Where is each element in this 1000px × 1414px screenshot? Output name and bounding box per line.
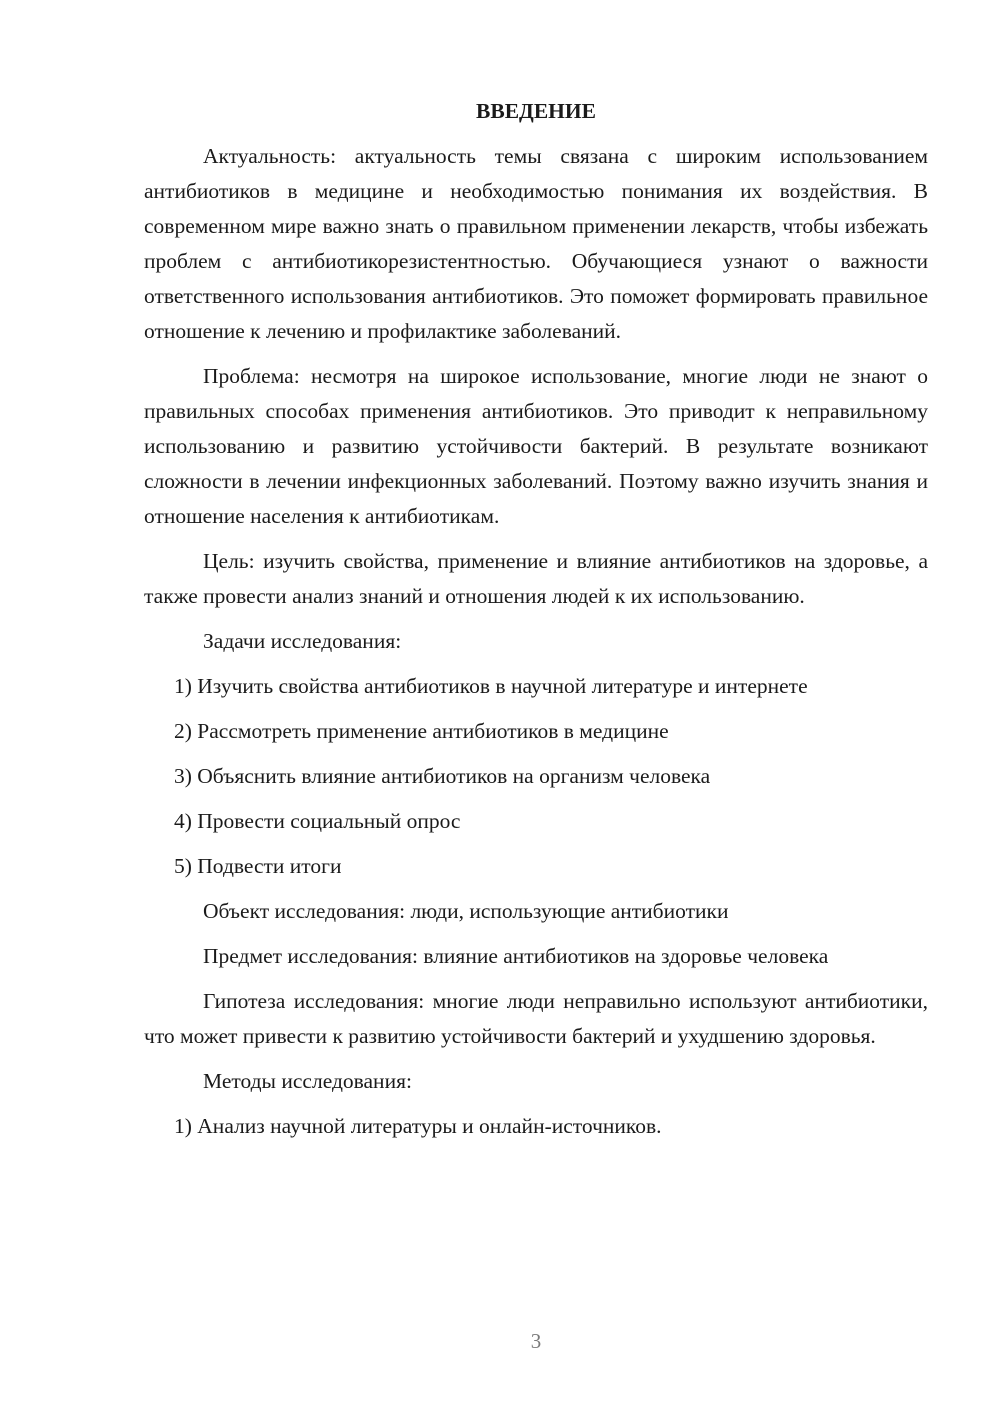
relevance-paragraph: Актуальность: актуальность темы связана с широким использованием антибиотиков в медицине и необходимостью понимания их воздействия. В современном мире важно знать о правильном применении лекарств, чтобы избежать проблем с антибиотикорезистентностью. Обучающиеся узнают о важности ответственного использования антибиотиков. Это поможет формировать правильное отношение к лечению и профилактике заболеваний. [144,144,928,343]
research-subject: Предмет исследования: влияние антибиотиков на здоровье человека [203,944,829,968]
task-item: 4) Провести социальный опрос [174,809,461,833]
goal-paragraph: Цель: изучить свойства, применение и влияние антибиотиков на здоровье, а также провести анализ знаний и отношения людей к их использованию. [144,549,928,608]
task-item: 5) Подвести итоги [174,854,342,878]
problem-paragraph: Проблема: несмотря на широкое использование, многие люди не знают о правильных способах применения антибиотиков. Это приводит к неправильному использованию и развитию устойчивости бактерий. В результате возникают сложности в лечении инфекционных заболеваний. Поэтому важно изучить знания и отношение населения к антибиотикам. [144,364,928,528]
tasks-heading: Задачи исследования: [203,629,402,653]
page-number: 3 [530,1329,542,1353]
task-item: 3) Объяснить влияние антибиотиков на организм человека [174,764,711,788]
method-item: 1) Анализ научной литературы и онлайн-источников. [174,1114,662,1138]
page-content [144,94,928,1144]
research-object: Объект исследования: люди, использующие антибиотики [203,899,729,923]
page-title: ВВЕДЕНИЕ [476,99,596,123]
methods-heading: Методы исследования: [203,1069,412,1093]
task-item: 2) Рассмотреть применение антибиотиков в медицине [174,719,669,743]
task-item: 1) Изучить свойства антибиотиков в научной литературе и интернете [174,674,808,698]
research-hypothesis: Гипотеза исследования: многие люди неправильно используют антибиотики, что может привести к развитию устойчивости бактерий и ухудшению здоровья. [144,989,928,1048]
